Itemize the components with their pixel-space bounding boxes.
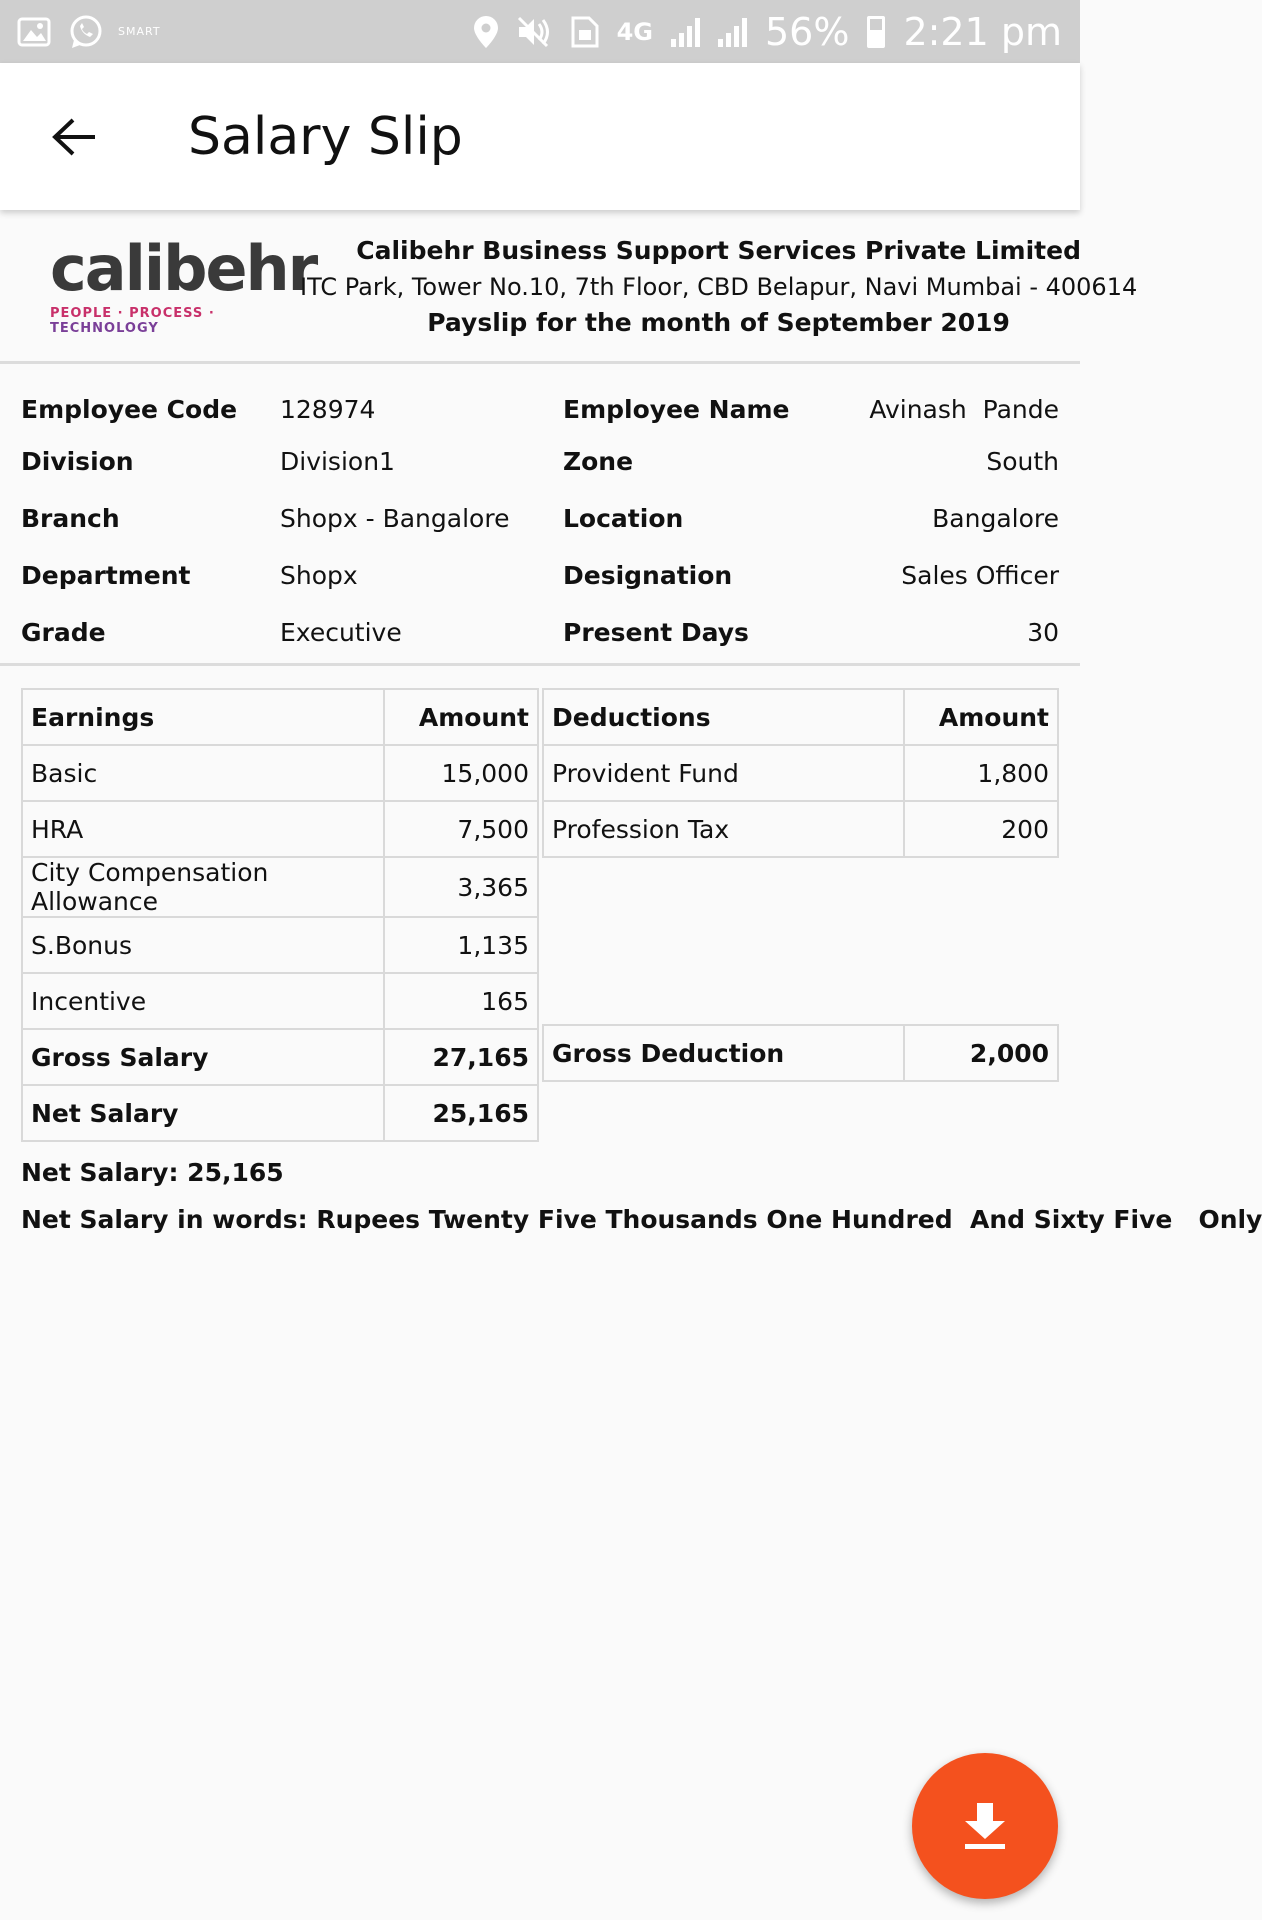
network-type: 4G [616,17,653,46]
gross-deduction-row [543,1025,1058,1081]
gross-deduction-label: Gross Deduction [543,1025,904,1081]
deduction-name: Provident Fund [543,745,904,801]
detail-label: Grade [21,618,106,647]
detail-value: 30 [1027,618,1059,647]
detail-label: Present Days [563,618,749,647]
earning-amount: 165 [384,973,538,1029]
earning-name: Incentive [22,973,384,1029]
table-header-row [543,689,1058,745]
detail-value: South [986,447,1059,476]
detail-label: Zone [563,447,634,476]
detail-row [21,490,1059,547]
detail-value: Shopx [280,561,358,590]
table-header-row [22,689,538,745]
earning-name: S.Bonus [22,917,384,973]
detail-row [21,433,1059,490]
whatsapp-icon [68,14,104,50]
deductions-table [542,688,1059,858]
payslip-month: Payslip for the month of September 2019 [427,307,1010,337]
detail-value: Avinash Pande [869,394,1059,424]
detail-label: Employee Code [21,394,238,424]
net-salary-in-words: Net Salary in words: Rupees Twenty Five Thousands One Hundred And Sixty Five Only [21,1205,1262,1234]
table-row [22,917,538,973]
detail-label: Division [21,447,134,476]
location-icon [473,15,499,49]
download-button[interactable] [912,1753,1058,1899]
clock: 2:21 pm [903,9,1062,54]
logo-tagline: PEOPLE · PROCESS · TECHNOLOGY [50,305,215,336]
gallery-icon [18,18,50,46]
earning-amount: 7,500 [384,801,538,857]
detail-value: Sales Officer [901,561,1059,590]
company-header [0,212,1138,364]
gross-salary-row [22,1029,538,1085]
detail-value: Division1 [280,447,395,476]
net-salary-row [22,1085,538,1141]
carrier-label: SMART [118,25,161,38]
sim-icon [571,16,599,48]
signal-icon [671,17,700,47]
company-name: Calibehr Business Support Services Private Limited [356,235,1081,265]
deduction-amount: 1,800 [904,745,1058,801]
detail-row [21,547,1059,604]
gross-salary-label: Gross Salary [22,1029,384,1085]
arrow-left-icon [51,117,97,157]
divider [0,663,1080,666]
company-address: ITC Park, Tower No.10, 7th Floor, CBD Belapur, Navi Mumbai - 400614 [300,272,1138,301]
detail-label: Employee Name [563,394,790,424]
earnings-table [21,688,539,1142]
download-icon [963,1801,1007,1851]
detail-label: Location [563,504,684,533]
detail-label: Designation [563,561,733,590]
table-row [22,745,538,801]
logo-wordmark: calibehr [50,231,317,305]
detail-row [21,604,1059,661]
detail-value: 128974 [280,394,376,424]
employee-details [0,385,1080,661]
detail-value: Executive [280,618,402,647]
net-salary-label: Net Salary [22,1085,384,1141]
gross-salary-amount: 27,165 [384,1029,538,1085]
detail-label: Branch [21,504,120,533]
deduction-amount: 200 [904,801,1058,857]
app-bar [0,63,1080,210]
page-title: Salary Slip [188,106,463,167]
mute-icon [517,16,553,48]
deductions-header: Deductions [543,689,904,745]
detail-value: Bangalore [932,504,1059,533]
detail-label: Department [21,561,191,590]
back-button[interactable] [34,97,114,177]
net-salary-summary: Net Salary: 25,165 [21,1158,284,1187]
table-row [22,857,538,917]
earnings-header: Earnings [22,689,384,745]
earning-amount: 3,365 [384,857,538,917]
earning-name: Basic [22,745,384,801]
gross-deduction-amount: 2,000 [904,1025,1058,1081]
battery-icon [867,16,885,48]
table-row [22,801,538,857]
status-bar [0,0,1080,63]
table-row [543,801,1058,857]
gross-deduction-table [542,1024,1059,1082]
earning-name: HRA [22,801,384,857]
earning-name: City Compensation Allowance [22,857,384,917]
table-row [22,973,538,1029]
detail-row [21,385,1059,433]
earning-amount: 1,135 [384,917,538,973]
earning-amount: 15,000 [384,745,538,801]
amount-header: Amount [384,689,538,745]
table-row [543,745,1058,801]
deduction-name: Profession Tax [543,801,904,857]
company-logo [0,231,317,336]
battery-percent: 56% [764,9,850,54]
amount-header: Amount [904,689,1058,745]
signal-icon [718,17,747,47]
detail-value: Shopx - Bangalore [280,504,510,533]
net-salary-amount: 25,165 [384,1085,538,1141]
